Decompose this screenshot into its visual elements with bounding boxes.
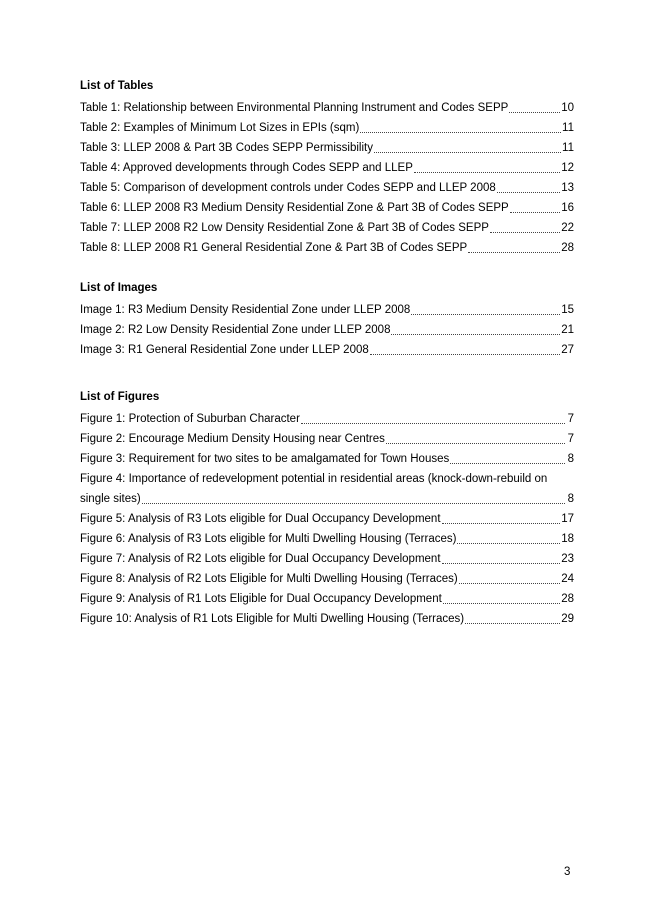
toc-entry-page: 11 [562, 122, 574, 134]
toc-entry[interactable] [80, 589, 574, 609]
toc-entry-label: Image 3: R1 General Residential Zone under LLEP 2008 [80, 344, 369, 356]
toc-entry-line-2[interactable] [80, 489, 574, 509]
toc-entry-label: Table 4: Approved developments through Codes SEPP and LLEP [80, 162, 413, 174]
dot-leader [443, 603, 560, 604]
toc-entry-page: 7 [567, 433, 574, 445]
toc-entry-label: Figure 4: Importance of redevelopment potential in residential areas (knock-down-rebuild on [80, 473, 548, 485]
dot-leader [442, 523, 561, 524]
toc-entry-page: 24 [561, 573, 574, 585]
dot-leader [301, 423, 565, 424]
page-number: 3 [564, 866, 571, 878]
toc-entry-label: Figure 10: Analysis of R1 Lots Eligible for Multi Dwelling Housing (Terraces) [80, 613, 465, 625]
toc-entry[interactable] [80, 98, 574, 118]
toc-entry-page: 27 [561, 344, 574, 356]
toc-entry[interactable] [80, 238, 574, 258]
toc-entry-label: Image 1: R3 Medium Density Residential Zone under LLEP 2008 [80, 304, 411, 316]
dot-leader [411, 314, 560, 315]
toc-entry-page: 13 [561, 182, 574, 194]
toc-entry-page: 8 [567, 493, 574, 505]
toc-entry-page: 12 [561, 162, 574, 174]
dot-leader [374, 152, 561, 153]
toc-entry[interactable] [80, 300, 574, 320]
dot-leader [510, 212, 560, 213]
toc-entry-label: Table 6: LLEP 2008 R3 Medium Density Residential Zone & Part 3B of Codes SEPP [80, 202, 509, 214]
toc-entry-page: 18 [561, 533, 574, 545]
toc-entry-page: 16 [561, 202, 574, 214]
toc-entry[interactable] [80, 118, 574, 138]
toc-entry-label: single sites) [80, 493, 141, 505]
toc-entry-page: 15 [561, 304, 574, 316]
toc-entry-page: 28 [561, 242, 574, 254]
toc-entry-page: 10 [561, 102, 574, 114]
toc-entry[interactable] [80, 218, 574, 238]
toc-entry[interactable] [80, 178, 574, 198]
list-of-tables [80, 78, 574, 258]
toc-entry-label: Table 8: LLEP 2008 R1 General Residential Zone & Part 3B of Codes SEPP [80, 242, 468, 254]
dot-leader [450, 463, 565, 464]
toc-entry-line-1[interactable] [80, 469, 574, 489]
dot-leader [490, 232, 560, 233]
dot-leader [391, 334, 560, 335]
toc-entry-page: 21 [561, 324, 574, 336]
toc-entry[interactable] [80, 429, 574, 449]
toc-entry-label: Figure 7: Analysis of R2 Lots eligible for Dual Occupancy Development [80, 553, 441, 565]
dot-leader [360, 132, 561, 133]
toc-entry-page: 22 [561, 222, 574, 234]
toc-entry[interactable] [80, 549, 574, 569]
toc-entry-page: 29 [561, 613, 574, 625]
list-of-images [80, 280, 574, 360]
toc-entry-label: Figure 5: Analysis of R3 Lots eligible for Dual Occupancy Development [80, 513, 441, 525]
toc-entry[interactable] [80, 449, 574, 469]
toc-entry-page: 23 [561, 553, 574, 565]
dot-leader [414, 172, 560, 173]
list-of-figures [80, 389, 574, 629]
toc-entry[interactable] [80, 320, 574, 340]
dot-leader [442, 563, 561, 564]
toc-entry-page: 8 [567, 453, 574, 465]
toc-entry-label: Table 1: Relationship between Environmental Planning Instrument and Codes SEPP [80, 102, 509, 114]
toc-entry[interactable] [80, 198, 574, 218]
toc-entry-page: 28 [561, 593, 574, 605]
toc-entry-label: Figure 2: Encourage Medium Density Housing near Centres [80, 433, 385, 445]
list-of-images-heading: List of Images [80, 282, 158, 294]
dot-leader [386, 443, 565, 444]
toc-entry-page: 7 [567, 413, 574, 425]
toc-entry-page: 17 [561, 513, 574, 525]
dot-leader [459, 583, 560, 584]
dot-leader [457, 543, 560, 544]
dot-leader [142, 503, 565, 504]
toc-entry-label: Image 2: R2 Low Density Residential Zone under LLEP 2008 [80, 324, 391, 336]
dot-leader [468, 252, 560, 253]
toc-entry-label: Figure 3: Requirement for two sites to be amalgamated for Town Houses [80, 453, 450, 465]
dot-leader [509, 112, 560, 113]
toc-entry-label: Figure 9: Analysis of R1 Lots Eligible for Dual Occupancy Development [80, 593, 442, 605]
toc-entry-page: 11 [562, 142, 574, 154]
toc-entry-label: Table 2: Examples of Minimum Lot Sizes in EPIs (sqm) [80, 122, 360, 134]
toc-entry-label: Figure 1: Protection of Suburban Character [80, 413, 300, 425]
dot-leader [370, 354, 560, 355]
toc-entry-label: Figure 8: Analysis of R2 Lots Eligible for Multi Dwelling Housing (Terraces) [80, 573, 458, 585]
toc-entry-label: Table 7: LLEP 2008 R2 Low Density Residential Zone & Part 3B of Codes SEPP [80, 222, 489, 234]
toc-entry[interactable] [80, 340, 574, 360]
toc-entry-label: Table 5: Comparison of development controls under Codes SEPP and LLEP 2008 [80, 182, 496, 194]
list-of-figures-heading: List of Figures [80, 391, 160, 403]
toc-entry-label: Figure 6: Analysis of R3 Lots eligible for Multi Dwelling Housing (Terraces) [80, 533, 457, 545]
toc-entry[interactable] [80, 138, 574, 158]
dot-leader [497, 192, 560, 193]
toc-entry[interactable] [80, 409, 574, 429]
toc-entry[interactable] [80, 609, 574, 629]
toc-entry[interactable] [80, 509, 574, 529]
toc-entry[interactable] [80, 569, 574, 589]
toc-entry[interactable] [80, 529, 574, 549]
list-of-tables-heading: List of Tables [80, 80, 154, 92]
toc-entry[interactable] [80, 158, 574, 178]
dot-leader [465, 623, 560, 624]
toc-entry-label: Table 3: LLEP 2008 & Part 3B Codes SEPP Permissibility [80, 142, 373, 154]
